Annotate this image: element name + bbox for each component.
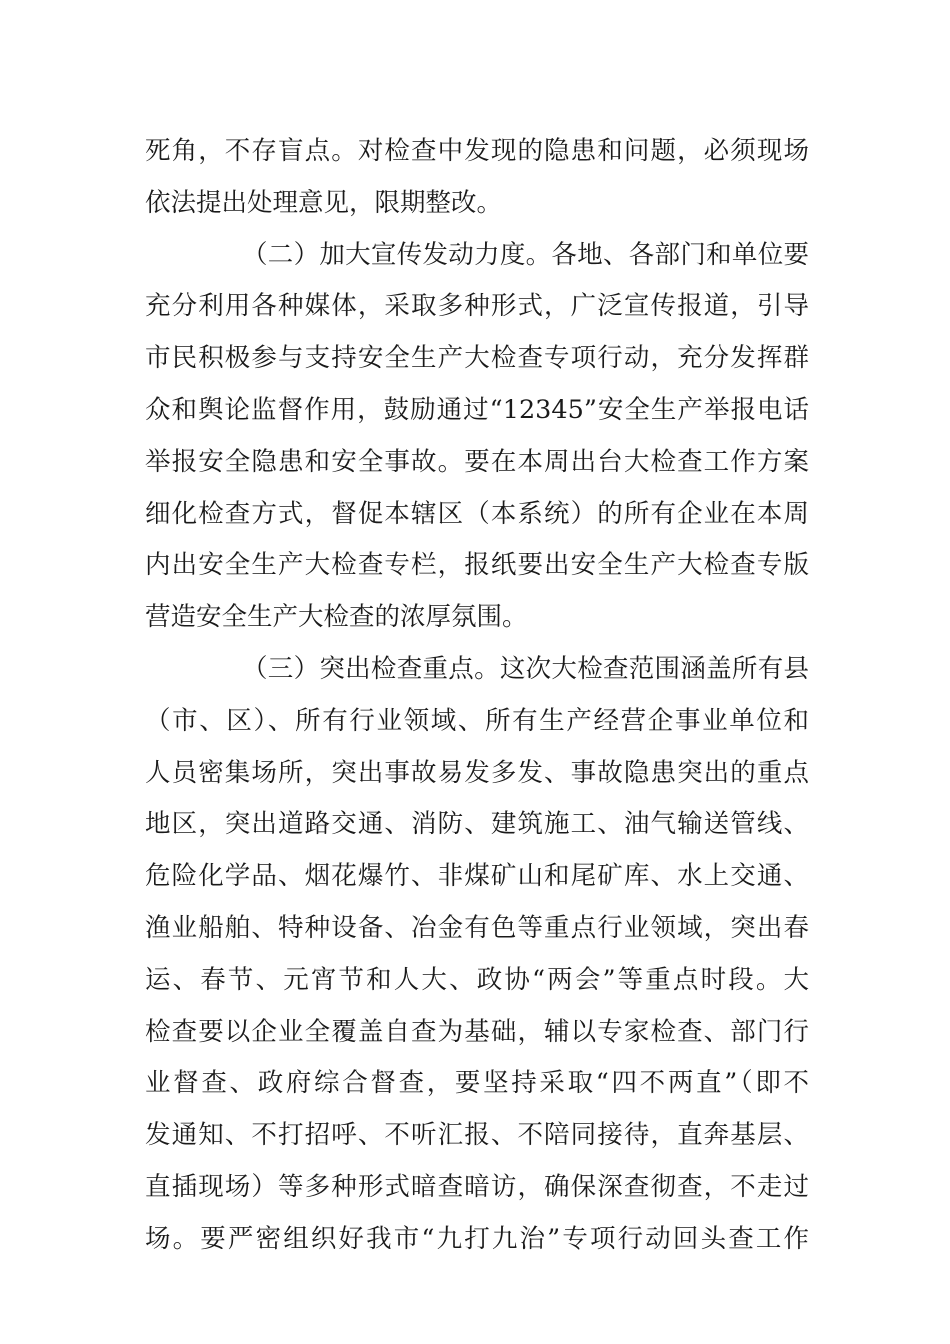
paragraph-heading-line: （二）加大宣传发动力度。各地、各部门和单位要 <box>242 239 809 270</box>
text-line: 运、春节、元宵节和人大、政协“两会”等重点时段。大 <box>145 964 809 995</box>
text-line: 充分利用各种媒体，采取多种形式，广泛宣传报道，引导 <box>145 291 809 322</box>
text-line: 举报安全隐患和安全事故。要在本周出台大检查工作方案 <box>145 446 809 477</box>
body-text <box>145 126 809 1266</box>
text-line: 渔业船舶、特种设备、冶金有色等重点行业领域，突出春 <box>145 912 809 943</box>
text-line: 场。要严密组织好我市“九打九治”专项行动回头查工作 <box>145 1223 809 1254</box>
text-line: 众和舆论监督作用，鼓励通过“12345”安全生产举报电话 <box>145 394 809 425</box>
text-line: 依法提出处理意见，限期整改。 <box>145 187 503 218</box>
text-line: （市、区）、所有行业领域、所有生产经营企事业单位和 <box>145 705 809 736</box>
text-line: 市民积极参与支持安全生产大检查专项行动，充分发挥群 <box>145 343 809 374</box>
text-line: 业督查、政府综合督查，要坚持采取“四不两直”（即不 <box>145 1068 809 1099</box>
text-line: 死角，不存盲点。对检查中发现的隐患和问题，必须现场 <box>145 136 809 166</box>
text-line: 检查要以企业全覆盖自查为基础，辅以专家检查、部门行 <box>145 1016 809 1047</box>
text-line: 内出安全生产大检查专栏，报纸要出安全生产大检查专版 <box>145 550 809 581</box>
text-line: 发通知、不打招呼、不听汇报、不陪同接待，直奔基层、 <box>145 1120 809 1151</box>
text-line: 地区，突出道路交通、消防、建筑施工、油气输送管线、 <box>145 809 809 840</box>
text-line: 人员密集场所，突出事故易发多发、事故隐患突出的重点 <box>145 757 809 788</box>
text-line: 营造安全生产大检查的浓厚氛围。 <box>145 602 528 633</box>
text-line: 危险化学品、烟花爆竹、非煤矿山和尾矿库、水上交通、 <box>145 861 809 892</box>
text-line: 细化检查方式，督促本辖区（本系统）的所有企业在本周 <box>145 498 809 529</box>
text-line: 直插现场）等多种形式暗查暗访，确保深查彻查，不走过 <box>145 1171 809 1202</box>
paragraph-heading-line: （三）突出检查重点。这次大检查范围涵盖所有县 <box>242 653 809 684</box>
